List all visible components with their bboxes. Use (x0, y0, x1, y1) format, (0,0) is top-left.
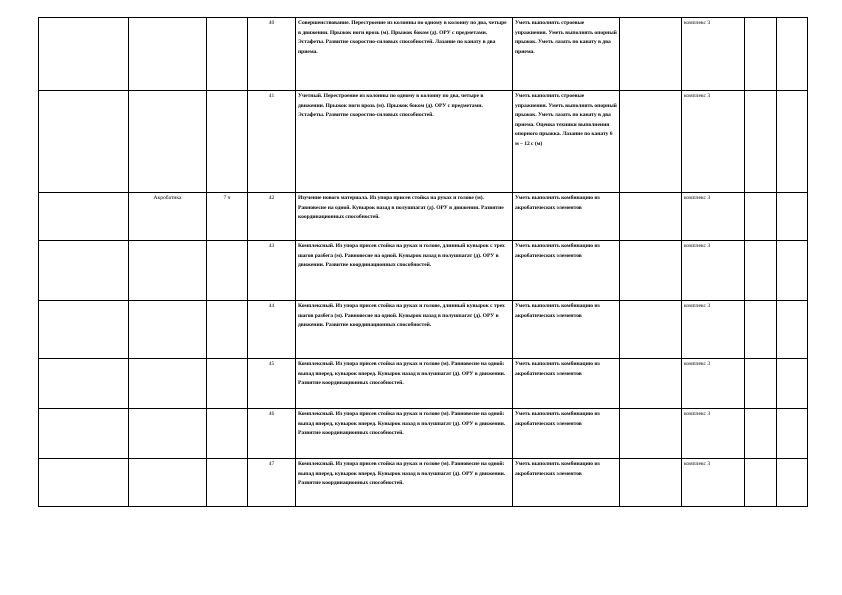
lesson-control: комплекс 3 (682, 359, 745, 409)
hours-cell (207, 359, 248, 409)
plan-date-cell (745, 459, 777, 507)
table-row (39, 359, 808, 409)
table-row (39, 193, 808, 241)
lesson-content: Изучение нового материала. Из упора присев стойка на руках и голове (м). Равновесие на одной. Кувырок назад в полушпагат (д). ОРУ в движении. Развитие координационных способностей. (296, 193, 513, 241)
lesson-control: комплекс 3 (682, 91, 745, 193)
blank-cell (620, 241, 682, 301)
plan-date-cell (745, 241, 777, 301)
fact-date-cell (777, 409, 808, 459)
lesson-control: комплекс 3 (682, 193, 745, 241)
hours-cell (207, 18, 248, 91)
lesson-number: 42 (248, 193, 296, 241)
section-cell (129, 301, 207, 359)
table-row (39, 459, 808, 507)
lesson-requirements: Уметь выполнять комбинацию из акробатических элементов (513, 241, 620, 301)
blank-cell (39, 459, 129, 507)
table-row (39, 301, 808, 359)
lesson-requirements: Уметь выполнять комбинацию из акробатических элементов (513, 409, 620, 459)
fact-date-cell (777, 18, 808, 91)
plan-date-cell (745, 193, 777, 241)
blank-cell (39, 18, 129, 91)
table-row (39, 409, 808, 459)
lesson-number: 43 (248, 241, 296, 301)
lesson-content: Комплексный. Из упора присев стойка на руках и голове, длинный кувырок с трех шагов разбега (м). Равновесие на одной. Кувырок назад в полушпагат (д). ОРУ в движении. Развитие координационных способностей. (296, 241, 513, 301)
lesson-content: Учетный. Перестроение из колонны по одному в колонну по два, четыре в движении. Прыжок ноги врозь (м). Прыжок боком (д). ОРУ с предметами. Эстафеты. Развитие скоростно-силовых способностей. (296, 91, 513, 193)
blank-cell (39, 409, 129, 459)
section-cell (129, 359, 207, 409)
lesson-requirements: Уметь выполнять комбинацию из акробатических элементов (513, 359, 620, 409)
lesson-number: 40 (248, 18, 296, 91)
blank-cell (39, 91, 129, 193)
section-cell (129, 18, 207, 91)
blank-cell (620, 18, 682, 91)
lesson-content: Комплексный. Из упора присев стойка на руках и голове (м). Равновесие на одной: выпад вперед, кувырок вперед. Кувырок назад в полушпагат (д). ОРУ в движении. Развитие координационных способностей. (296, 459, 513, 507)
fact-date-cell (777, 241, 808, 301)
lesson-number: 46 (248, 409, 296, 459)
plan-date-cell (745, 301, 777, 359)
lesson-number: 41 (248, 91, 296, 193)
lesson-content: Комплексный. Из упора присев стойка на руках и голове, длинный кувырок с трех шагов разбега (м). Равновесие на одной. Кувырок назад в полушпагат (д). ОРУ в движении. Развитие координационных способностей. (296, 301, 513, 359)
fact-date-cell (777, 459, 808, 507)
hours-cell (207, 301, 248, 359)
lesson-control: комплекс 3 (682, 241, 745, 301)
blank-cell (620, 193, 682, 241)
plan-date-cell (745, 18, 777, 91)
lesson-control: комплекс 3 (682, 409, 745, 459)
plan-date-cell (745, 91, 777, 193)
section-cell (129, 459, 207, 507)
fact-date-cell (777, 359, 808, 409)
lesson-requirements: Уметь выполнять комбинацию из акробатических элементов (513, 193, 620, 241)
lesson-requirements: Уметь выполнять строевые упражнения. Уметь выполнять опорный прыжок. Уметь лазать по канату в два приема. (513, 18, 620, 91)
blank-cell (39, 359, 129, 409)
blank-cell (620, 359, 682, 409)
blank-cell (39, 301, 129, 359)
plan-date-cell (745, 359, 777, 409)
table-row (39, 18, 808, 91)
blank-cell (620, 301, 682, 359)
plan-date-cell (745, 409, 777, 459)
fact-date-cell (777, 193, 808, 241)
blank-cell (620, 91, 682, 193)
lesson-control: комплекс 3 (682, 301, 745, 359)
fact-date-cell (777, 91, 808, 193)
lesson-control: комплекс 3 (682, 18, 745, 91)
lesson-requirements: Уметь выполнять строевые упражнения. Уметь выполнять опорный прыжок. Уметь лазать по канату в два приема. Оценка техники выполнения опорного прыжка. Лазание по канату 6 м – 12 с (м) (513, 91, 620, 193)
fact-date-cell (777, 301, 808, 359)
lesson-requirements: Уметь выполнять комбинацию из акробатических элементов (513, 301, 620, 359)
section-cell (129, 91, 207, 193)
lesson-number: 45 (248, 359, 296, 409)
lesson-content: Комплексный. Из упора присев стойка на руках и голове (м). Равновесие на одной: выпад вперед, кувырок вперед. Кувырок назад в полушпагат (д). ОРУ в движении. Развитие координационных способностей. (296, 359, 513, 409)
section-cell: Акробатика (129, 193, 207, 241)
lesson-content: Комплексный. Из упора присев стойка на руках и голове (м). Равновесие на одной: выпад вперед, кувырок вперед. Кувырок назад в полушпагат (д). ОРУ в движении. Развитие координационных способностей. (296, 409, 513, 459)
hours-cell (207, 409, 248, 459)
hours-cell (207, 91, 248, 193)
table-row (39, 91, 808, 193)
lesson-plan-table (38, 17, 808, 507)
hours-cell (207, 459, 248, 507)
section-cell (129, 409, 207, 459)
section-cell (129, 241, 207, 301)
blank-cell (39, 193, 129, 241)
lesson-control: комплекс 3 (682, 459, 745, 507)
table-row (39, 241, 808, 301)
blank-cell (620, 409, 682, 459)
hours-cell: 7 ч (207, 193, 248, 241)
lesson-content: Совершенствование. Перестроение из колонны по одному в колонну по два, четыре в движении. Прыжок ноги врозь (м). Прыжок боком (д). ОРУ с предметами. Эстафеты. Развитие скоростно-силовых способностей. Лазание по канату в два приема. (296, 18, 513, 91)
blank-cell (39, 241, 129, 301)
lesson-requirements: Уметь выполнять комбинацию из акробатических элементов (513, 459, 620, 507)
hours-cell (207, 241, 248, 301)
lesson-number: 47 (248, 459, 296, 507)
blank-cell (620, 459, 682, 507)
lesson-number: 44 (248, 301, 296, 359)
